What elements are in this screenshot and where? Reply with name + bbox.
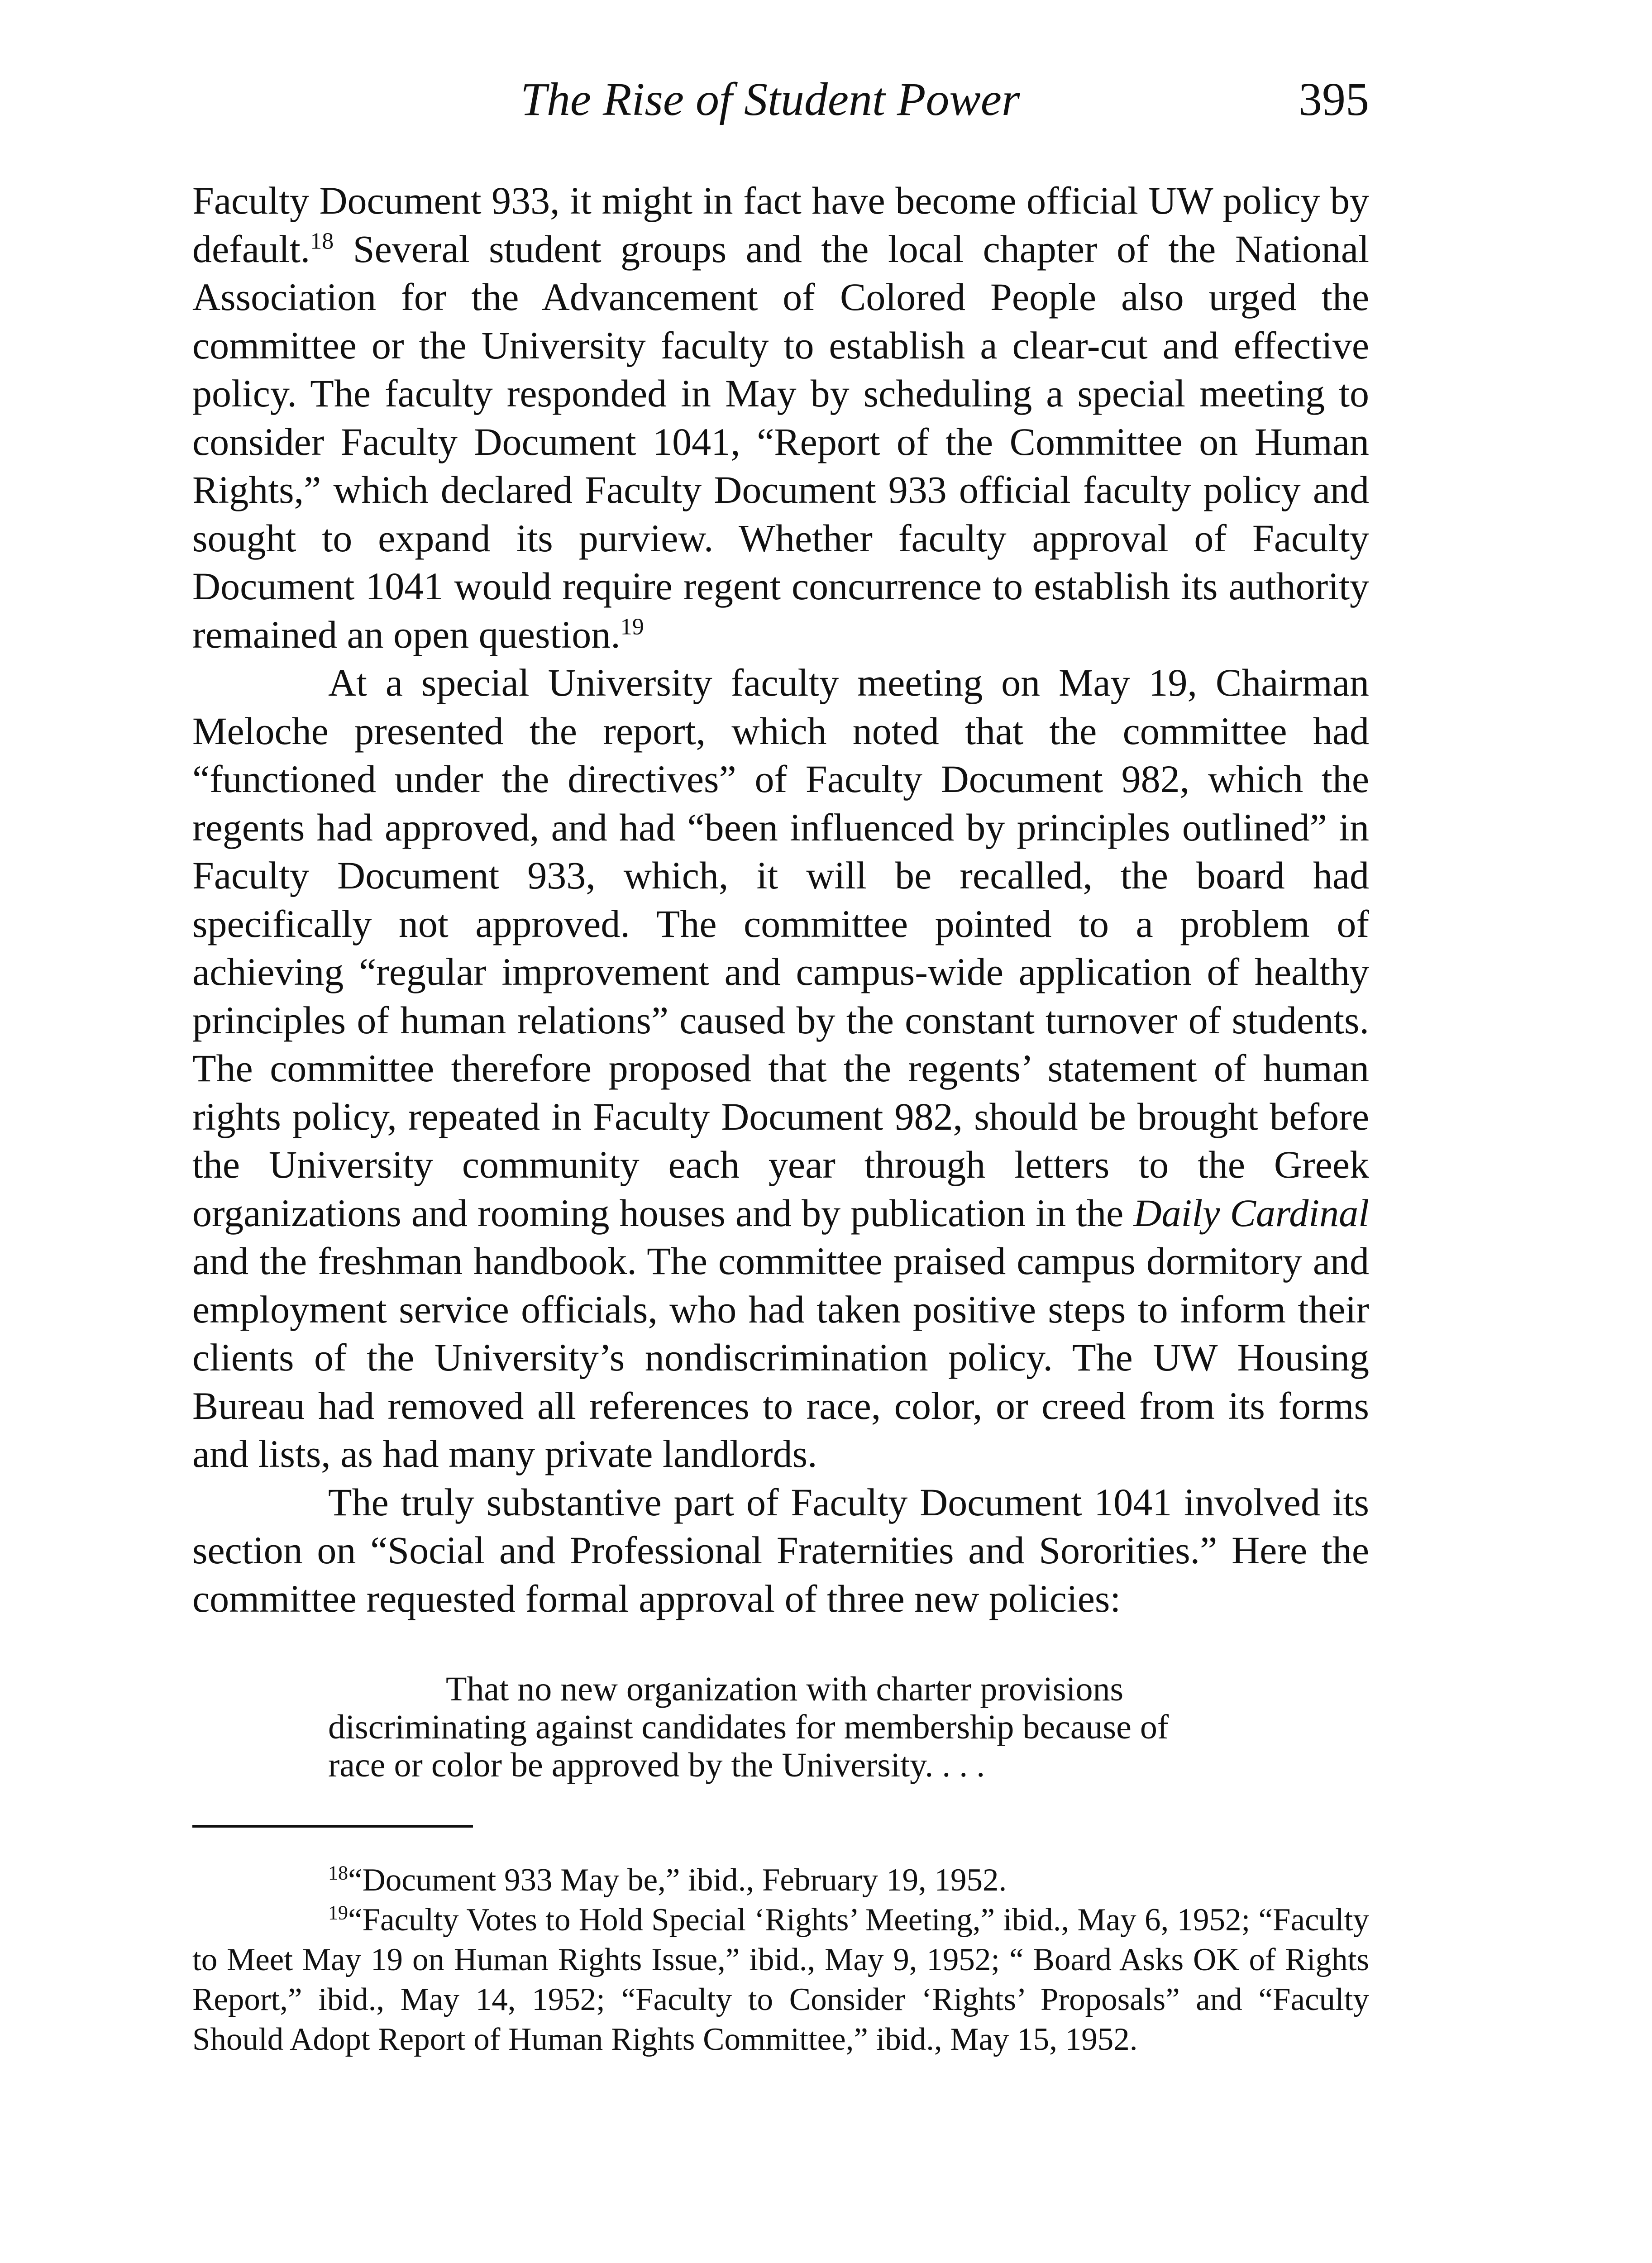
paragraph-2-text-a: At a special University faculty meeting on May 19, Chairman Meloche presented the report, which noted that the committee had “functioned under the directives” of Faculty Document 982, which the regents had approved, and had “been influenced by principles outlined” in Faculty Document 933, which, it will be recalled, the board had specifically not approved. The committee pointed to a problem of achieving “regular improvement and campus-wide application of healthy principles of human relations” caused by the constant turnover of students. The committee therefore proposed that the regents’ statement of human rights policy, repeated in Faculty Document 982, should be brought before the University community each year through letters to the Greek organizations and rooming houses and by publication in the	[192, 661, 1369, 1235]
page-number: 395	[1299, 73, 1369, 125]
running-title: The Rise of Student Power	[520, 73, 1020, 125]
body-text	[192, 177, 1369, 2059]
paragraph-1	[192, 177, 1369, 659]
footnote-18	[192, 1860, 1369, 1900]
running-head	[192, 68, 1369, 131]
paragraph-1-text-a: Faculty Document 933, it might in fact have become official UW policy by default.	[192, 179, 1369, 271]
paragraph-2-text-b: and the freshman handbook. The committee praised campus dormitory and employment service officials, who had taken positive steps to inform their clients of the University’s nondiscrimination policy. The UW Housing Bureau had removed all references to race, color, or creed from its forms and lists, as had many private landlords.	[192, 1239, 1369, 1475]
footnote-divider	[192, 1825, 473, 1828]
paragraph-3-text: The truly substantive part of Faculty Document 1041 involved its section on “Social and Professional Fraternities and Sororities.” Here the committee requested formal approval of three new policies:	[192, 1480, 1369, 1620]
footnote-19	[192, 1900, 1369, 2059]
paragraph-2	[192, 659, 1369, 1478]
footnote-number-18: 18	[328, 1862, 348, 1884]
footnotes	[192, 1860, 1369, 2059]
footnote-ref-18: 18	[310, 228, 334, 254]
footnote-19-text: “Faculty Votes to Hold Special ‘Rights’ Meeting,” ibid., May 6, 1952; “Faculty to Meet May 19 on Human Rights Issue,” ibid., May 9, 1952; “ Board Asks OK of Rights Report,” ibid., May 14, 1952; “Faculty to Consider ‘Rights’ Proposals” and “Faculty Should Adopt Report of Human Rights Committee,” ibid., May 15, 1952.	[192, 1902, 1369, 2057]
paragraph-1-text-b: Several student groups and the local chapter of the National Association for the Advancement of Colored People also urged the committee or the University faculty to establish a clear-cut and effective policy. The faculty responded in May by scheduling a special meeting to consider Faculty Document 1041, “Report of the Committee on Human Rights,” which declared Faculty Document 933 official faculty policy and sought to expand its purview. Whether faculty approval of Faculty Document 1041 would require regent concurrence to establish its authority remained an open question.	[192, 227, 1369, 656]
footnote-18-text: “Document 933 May be,” ibid., February 19, 1952.	[348, 1862, 1007, 1898]
footnote-number-19: 19	[328, 1901, 348, 1924]
footnote-ref-19: 19	[620, 613, 644, 640]
paragraph-3	[192, 1478, 1369, 1623]
block-quotation: That no new organization with charter provisions discriminating against candidates for membership because of race or color be approved by the University. . . .	[328, 1670, 1169, 1784]
paragraph-2-italic-title: Daily Cardinal	[1133, 1191, 1369, 1235]
